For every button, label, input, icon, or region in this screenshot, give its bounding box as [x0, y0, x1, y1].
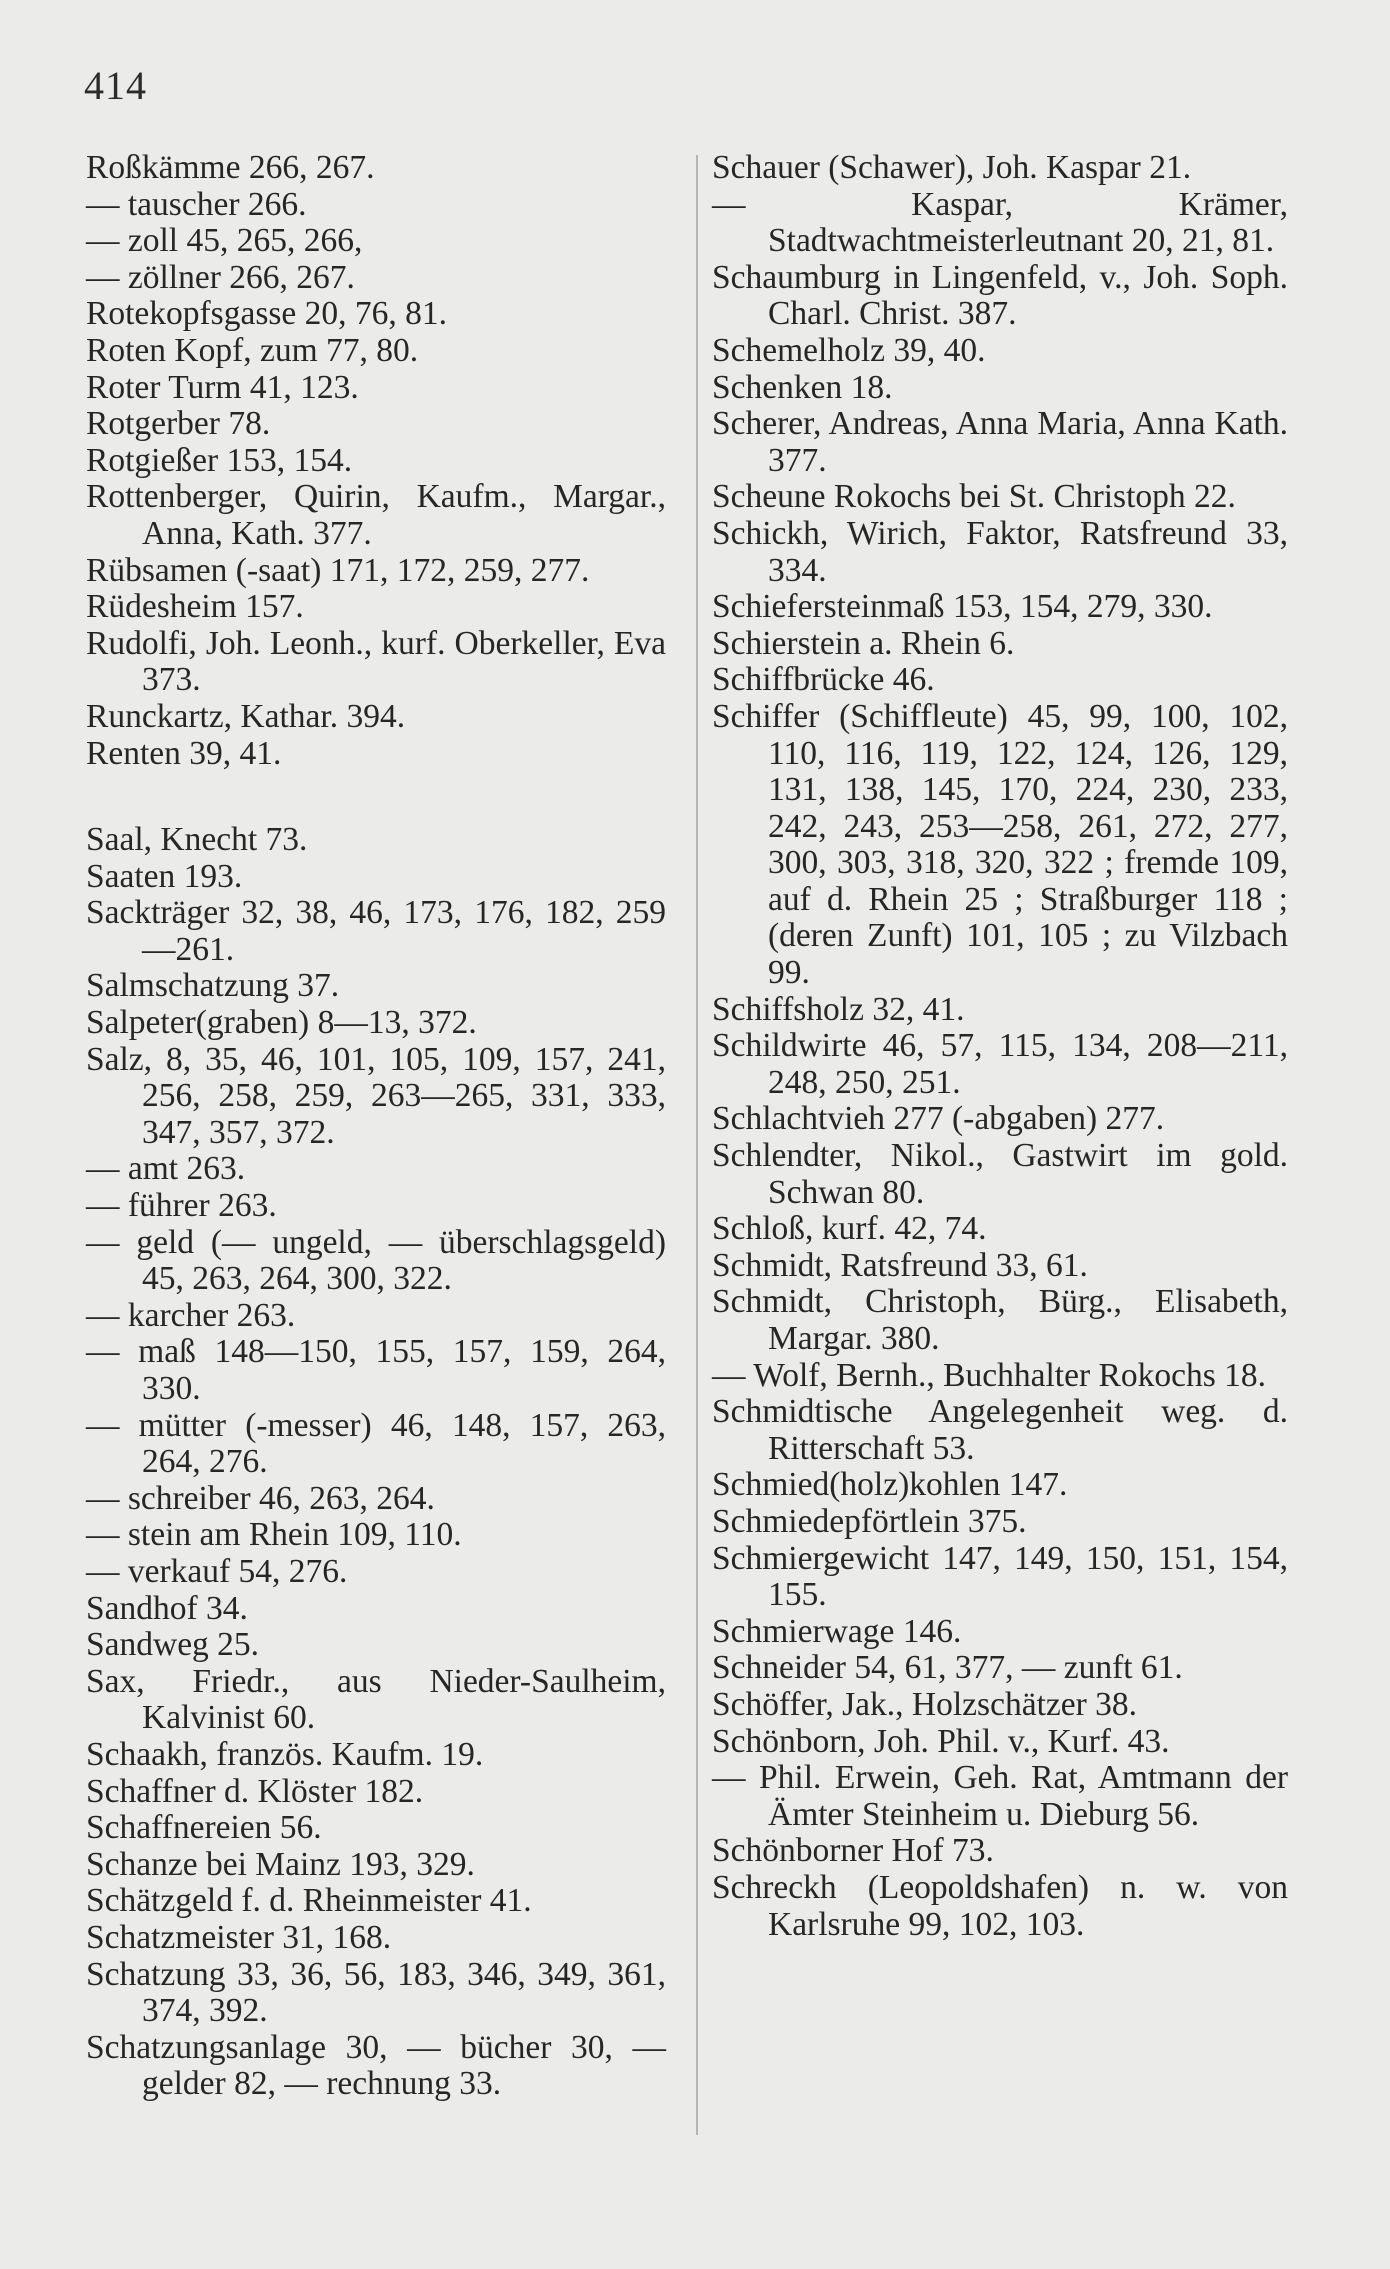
index-entry: Schmidt, Christoph, Bürg., Elisabeth, Margar. 380. [712, 1283, 1288, 1357]
index-entry: Rudolfi, Joh. Leonh., kurf. Oberkeller, Eva 373. [86, 624, 666, 699]
index-entry: Schildwirte 46, 57, 115, 134, 208—211, 248, 250, 251. [712, 1027, 1288, 1101]
index-entry: Schmierwage 146. [712, 1612, 962, 1650]
index-entry: Schaumburg in Lingenfeld, v., Joh. Soph. Charl. Christ. 387. [712, 258, 1288, 333]
index-column-left [86, 150, 666, 2103]
index-entry: Schanze bei Mainz 193, 329. [86, 1845, 475, 1883]
index-entry: Schlachtvieh 277 (-abgaben) 277. [712, 1100, 1165, 1138]
index-entry: Sax, Friedr., aus Nieder-Saulheim, Kalvinist 60. [86, 1662, 666, 1737]
index-entry: Schmidtische Angelegenheit weg. d. Ritterschaft 53. [712, 1393, 1288, 1467]
index-entry: Rottenberger, Quirin, Kaufm., Margar., Anna, Kath. 377. [86, 478, 666, 552]
index-entry: Schneider 54, 61, 377, — zunft 61. [712, 1649, 1183, 1687]
index-entry: Scheune Rokochs bei St. Christoph 22. [712, 478, 1236, 516]
index-entry: Scherer, Andreas, Anna Maria, Anna Kath. 377. [712, 405, 1288, 479]
index-entry: Runckartz, Kathar. 394. [86, 697, 406, 735]
index-entry: — geld (— ungeld, — überschlagsgeld) 45, 263, 264, 300, 322. [86, 1223, 666, 1298]
index-entry: Schierstein a. Rhein 6. [712, 624, 1015, 662]
index-entry: Schaffner d. Klöster 182. [86, 1772, 424, 1810]
index-entry: Salpeter(graben) 8—13, 372. [86, 1004, 477, 1042]
index-entry: Schiefersteinmaß 153, 154, 279, 330. [712, 588, 1213, 626]
index-entry: — Wolf, Bernh., Buchhalter Rokochs 18. [712, 1356, 1267, 1394]
index-entry: Schatzung 33, 36, 56, 183, 346, 349, 361, 374, 392. [86, 1955, 666, 2030]
index-entry: Salmschatzung 37. [86, 967, 340, 1005]
index-entry: — Phil. Erwein, Geh. Rat, Amtmann der Ämter Steinheim u. Dieburg 56. [712, 1759, 1288, 1833]
index-entry: — amt 263. [86, 1150, 246, 1188]
index-entry: — karcher 263. [86, 1296, 296, 1334]
index-entry: Sackträger 32, 38, 46, 173, 176, 182, 259—261. [86, 894, 666, 968]
index-entry: Schaffnereien 56. [86, 1809, 322, 1847]
index-entry: Renten 39, 41. [86, 734, 282, 772]
index-entry: Rübsamen (-saat) 171, 172, 259, 277. [86, 551, 590, 589]
index-entry: — verkauf 54, 276. [86, 1552, 348, 1590]
index-entry: Schiffer (Schiffleute) 45, 99, 100, 102, 110, 116, 119, 122, 124, 126, 129, 131, 138, 145, 170, 224, 230, 233, 242, 243, 253—258, 261, 272, 277, 300, 303, 318, 320, 322 ; fremde 109, auf d. Rhein 25 ; Straßburger 118 ; (deren Zunft) 101, 105 ; zu Vilzbach 99. [712, 697, 1288, 992]
index-entry: Roten Kopf, zum 77, 80. [86, 331, 419, 369]
index-entry: Schmiergewicht 147, 149, 150, 151, 154, 155. [712, 1539, 1288, 1614]
section-gap [86, 772, 666, 822]
index-entry: — maß 148—150, 155, 157, 159, 264, 330. [86, 1333, 666, 1407]
index-entry: Schatzmeister 31, 168. [86, 1918, 392, 1956]
index-entry: Rotgießer 153, 154. [86, 441, 353, 479]
page-number: 414 [84, 63, 147, 108]
index-entry: Schatzungsanlage 30, — bücher 30, — gelder 82, — rechnung 33. [86, 2028, 666, 2103]
index-entry: Schauer (Schawer), Joh. Kaspar 21. [712, 149, 1192, 186]
index-entry: Rotekopfsgasse 20, 76, 81. [86, 295, 448, 333]
index-entry: Roter Turm 41, 123. [86, 368, 359, 406]
index-entry: — führer 263. [86, 1187, 277, 1225]
column-divider [696, 155, 698, 2135]
index-entry: — stein am Rhein 109, 110. [86, 1516, 462, 1554]
index-entry: Rotgerber 78. [86, 405, 271, 443]
index-entry: Schemelholz 39, 40. [712, 331, 986, 369]
index-entry: Schickh, Wirich, Faktor, Ratsfreund 33, 334. [712, 514, 1288, 589]
index-entry: Salz, 8, 35, 46, 101, 105, 109, 157, 241, 256, 258, 259, 263—265, 331, 333, 347, 357, 372. [86, 1040, 666, 1151]
index-entry: Schmied(holz)kohlen 147. [712, 1466, 1068, 1504]
index-entry: Schenken 18. [712, 368, 893, 406]
index-entry: Schöffer, Jak., Holzschätzer 38. [712, 1685, 1138, 1723]
index-entry: Schmidt, Ratsfreund 33, 61. [712, 1246, 1088, 1284]
index-entry: — mütter (-messer) 46, 148, 157, 263, 264, 276. [86, 1406, 666, 1481]
index-entry: — zoll 45, 265, 266, [86, 222, 363, 260]
index-entry: Schönborner Hof 73. [712, 1832, 994, 1870]
index-entry: Saal, Knecht 73. [86, 821, 308, 859]
index-entry: Roßkämme 266, 267. [86, 149, 375, 186]
index-entry: — Kaspar, Krämer, Stadtwachtmeisterleutnant 20, 21, 81. [712, 185, 1288, 260]
index-entry: Schaakh, französ. Kaufm. 19. [86, 1735, 484, 1773]
index-entry: Sandweg 25. [86, 1626, 260, 1664]
index-entry: Schmiedepförtlein 375. [712, 1502, 1027, 1540]
index-entry: Schönborn, Joh. Phil. v., Kurf. 43. [712, 1722, 1170, 1760]
index-entry: Schätzgeld f. d. Rheinmeister 41. [86, 1882, 532, 1920]
index-entry: Schreckh (Leopoldshafen) n. w. von Karlsruhe 99, 102, 103. [712, 1868, 1288, 1943]
index-entry: Sandhof 34. [86, 1589, 248, 1627]
index-entry: Schiffsholz 32, 41. [712, 990, 965, 1028]
index-entry: Saaten 193. [86, 857, 243, 895]
index-entry: — zöllner 266, 267. [86, 258, 355, 296]
index-column-right [712, 150, 1288, 1943]
index-entry: — tauscher 266. [86, 185, 307, 223]
index-entry: Schlendter, Nikol., Gastwirt im gold. Schwan 80. [712, 1137, 1288, 1211]
index-entry: — schreiber 46, 263, 264. [86, 1479, 435, 1517]
index-entry: Schiffbrücke 46. [712, 661, 935, 699]
index-entry: Schloß, kurf. 42, 74. [712, 1210, 987, 1248]
index-entry: Rüdesheim 157. [86, 588, 304, 626]
